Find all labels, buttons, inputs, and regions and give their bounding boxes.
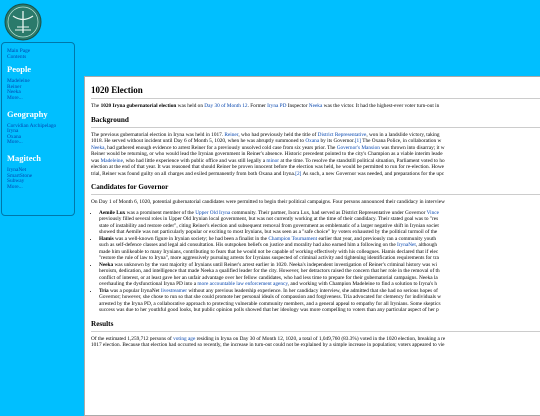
- article-link[interactable]: [2]: [295, 170, 302, 177]
- article-link[interactable]: Day 30 of Month 12: [204, 103, 248, 109]
- text-run: The: [91, 103, 101, 109]
- text-run: was the victor. It had the highest-ever voter turn-out in: [322, 103, 440, 109]
- sidebar-navigation: [1, 42, 75, 216]
- text-run: . Former: [247, 103, 268, 109]
- text-run: was a prominent member of the: [125, 209, 196, 216]
- sidebar-link-more-[interactable]: More...: [7, 183, 23, 190]
- article-content: [84, 76, 540, 416]
- text-run: arrested by the Iryna PD, a collaborative approach to protecting vulnerable community members, and a general appeal to empathy for all Irynians. Some skeptics: [99, 300, 441, 307]
- text-run: was unknown by the vast majority of Irynians until Reiner's arrest earlier in 1020. Neeka's independent investigation of Reiner's criminal history was wi: [113, 261, 437, 268]
- sidebar-link-more-[interactable]: More...: [7, 139, 23, 146]
- site-logo-icon[interactable]: [4, 3, 54, 41]
- candidate-list-item: [99, 262, 540, 288]
- background-paragraph: [91, 132, 540, 178]
- article-link[interactable]: Reiner: [224, 131, 239, 138]
- bold-text: Tria: [99, 287, 109, 294]
- intro-paragraph: [91, 103, 540, 110]
- sidebar-link-oxana[interactable]: Oxana: [7, 133, 22, 140]
- sidebar-spacer: [7, 102, 70, 105]
- text-run: trial, Reiner was found guilty on all charges and exiled permanently from both Oxana and Iryna.: [91, 170, 296, 177]
- text-run: previously filled several roles in Upper Old Irynian local government, but was not currently working at the time of their candidacy. Their stated goal was to "res: [99, 216, 439, 222]
- text-run: , and working with Champion Madeleine to find a solution to Iryna's h: [287, 281, 438, 287]
- text-run: was: [91, 157, 101, 164]
- bold-text: Hamis: [99, 235, 114, 242]
- text-run: showed that Aemile was not particularly popular or exciting to most Irynians, but was seen as a "safe choice" by voters exhausted by the political turmoil of the: [99, 229, 438, 235]
- section-heading-background: Background: [91, 116, 540, 128]
- candidate-list-item: [99, 236, 540, 262]
- text-run: 1017 election. Because that election had occurred so recently, the increase in turn-out could not be explained by a simple increase in population; voters appeared to vie: [91, 342, 445, 348]
- candidate-list: [91, 210, 540, 314]
- article-link[interactable]: Champion Tournament: [268, 235, 318, 242]
- article-link[interactable]: voting age: [173, 335, 196, 342]
- candidate-list-item: [99, 288, 540, 314]
- article-link[interactable]: Oxana: [305, 138, 320, 144]
- sidebar-link-iryna[interactable]: Iryna: [7, 128, 19, 135]
- candidates-intro-paragraph: On Day 1 of Month 6, 1020, potential gubernatorial candidates were permitted to begin their political campaigns. Four persons announced their candidacy in interview: [91, 199, 445, 205]
- bold-text: Aemile Lux: [99, 209, 126, 216]
- text-run: , won in a landslide victory, taking: [366, 131, 440, 138]
- article-link[interactable]: Iryna PD: [267, 103, 287, 109]
- article-link[interactable]: Madeleine: [100, 157, 123, 164]
- sidebar-link-irynanet[interactable]: IrynaNet: [7, 166, 27, 173]
- sidebar-spacer: [7, 190, 70, 193]
- text-run: The Oxana Police, in collaboration w: [360, 138, 442, 144]
- sidebar-spacer: [7, 146, 70, 149]
- sidebar-link-reiner[interactable]: Reiner: [7, 83, 22, 90]
- bold-text: Neeka: [99, 261, 114, 268]
- text-run: Inspector: [286, 103, 309, 109]
- text-run: , who had previously held the title of: [238, 131, 318, 138]
- article-link[interactable]: IrynaNet: [397, 242, 416, 248]
- article-link[interactable]: [1]: [354, 138, 361, 144]
- text-run: made him unlikeable to many Irynians, contributing to fears that he would not be capable of working effectively with his colleagues. Hamis declared that if elec: [99, 248, 439, 255]
- text-run: 1018. He served without incident until Day 6 of Month 5, 1020, when he was abruptly summoned to: [91, 138, 306, 144]
- text-run: was a well-known figure in Irynian society; he had been a finalist in the: [113, 235, 269, 242]
- text-run: , although: [415, 242, 438, 248]
- text-run: by its Governor.: [319, 138, 355, 144]
- sidebar-heading-magitech: Magitech: [7, 152, 41, 163]
- text-run: without any previous leadership experience. In her candidacy interview, she admitted that she had no serious hopes of: [187, 287, 438, 294]
- text-run: earlier that year, and previously ran a community youth: [317, 235, 437, 242]
- text-run: state of instability and restore order", citing Reiner's election and subsequent removal from government as emblematic of a larger negative shift in Irynian societ: [99, 222, 439, 229]
- sidebar-link-more-[interactable]: More...: [7, 94, 23, 101]
- text-run: was held on: [176, 103, 205, 109]
- text-run: Reiner would be returning, or who would lead the Irynian government in Reiner's absence. Historic precedent pointed to the city's Champion as a viable interim leade: [91, 151, 443, 157]
- sidebar-link-corvidian-archipelago[interactable]: Corvidian Archipelago: [7, 122, 57, 129]
- sidebar-heading-people: People: [7, 64, 32, 75]
- text-run: residing in Iryna on Day 30 of Month 12, 1020, a total of 1,049,760 (83.3%) voted in the 1020 election, breaking a re: [195, 335, 446, 342]
- section-heading-candidates: Candidates for Governor: [91, 183, 540, 195]
- sidebar-link-neeka[interactable]: Neeka: [7, 89, 21, 96]
- text-run: , had gathered enough evidence to arrest Reiner for a previously unsolved cold case from six years prior. The: [104, 144, 337, 151]
- sidebar-heading-geography: Geography: [7, 108, 48, 119]
- article-link[interactable]: Upper Old Iryna: [195, 209, 231, 216]
- text-run: was a popular IrynaNet: [108, 287, 161, 294]
- text-run: The previous gubernatorial election in Iryna was held in 1017.: [91, 131, 225, 138]
- article-link[interactable]: more accountable law enforcement agency: [197, 281, 288, 287]
- article-link[interactable]: District Representative: [317, 131, 367, 138]
- text-run: , who had little experience with public office and was still legally a: [122, 157, 267, 164]
- article-link[interactable]: Neeka: [308, 103, 323, 109]
- text-run: was thrown into disarray; it w: [379, 144, 445, 151]
- text-run: As such, a new Governor was needed, and preparations for the upc: [301, 170, 445, 177]
- text-run: heroism, dedication, and intelligence that made Neeka a qualified leader for the city. However, her detractors raised the concern that her role in the removal of th: [99, 268, 440, 274]
- bold-text: 1020 Iryna gubernatorial election: [100, 103, 177, 109]
- text-run: such as self-defence classes and legal aid consultation. His outspoken beliefs on justice and morality had also earned him a following on the: [99, 242, 398, 248]
- article-link[interactable]: Governor's Mansion: [336, 144, 380, 151]
- text-run: at the time. To resolve the standstill political situation, Parliament voted to ho: [279, 157, 445, 164]
- text-run: Of the estimated 1,259,712 persons of: [91, 335, 174, 342]
- section-heading-results: Results: [91, 320, 540, 332]
- page-title: 1020 Election: [91, 85, 540, 99]
- text-run: "restore the rule of law to Iryna", more aggressively pursuing arrests for Irynians suspected of criminal activity and tightening identification requirements for tra: [99, 255, 439, 261]
- sidebar-link-contents[interactable]: Contents: [7, 53, 27, 60]
- text-run: community. Their partner, Ixora Lux, had served as District Representative under Governor: [230, 209, 427, 216]
- text-run: conflict of interest, or at least gave her an unfair advantage over her fellow candidates, who had less time to prepare for their gubernatorial campaigns. Neeka la: [99, 274, 438, 281]
- article-link[interactable]: minor: [266, 157, 280, 164]
- sidebar-link-smartstone[interactable]: SmartStone: [7, 172, 33, 179]
- text-run: Governor; however, she chose to run so that she could promote her personal ideals of compassion and forgiveness. Tria advocated for clemency for individuals w: [99, 294, 442, 300]
- text-run: election at the end of that year. It was reasoned that should Reiner be proven innocent before the election was held, he would be permitted to run for re-election. Howe: [91, 164, 445, 170]
- text-run: success was due to her youthful good looks, but public opinion polls showed that her ideology was more compelling to voters than any particular aspect of her p: [99, 307, 439, 313]
- article-link[interactable]: Neeka: [91, 144, 105, 151]
- candidate-list-item: [99, 210, 540, 236]
- article-link[interactable]: livestreamer: [160, 287, 188, 294]
- sidebar-link-madeleine[interactable]: Madeleine: [7, 78, 30, 85]
- sidebar-link-subway[interactable]: Subway: [7, 178, 25, 185]
- results-paragraph: [91, 336, 540, 349]
- article-link[interactable]: Vince: [426, 209, 439, 216]
- text-run: overhauling the dysfunctional Iryna PD into a: [99, 281, 198, 287]
- sidebar-link-main-page[interactable]: Main Page: [7, 48, 31, 54]
